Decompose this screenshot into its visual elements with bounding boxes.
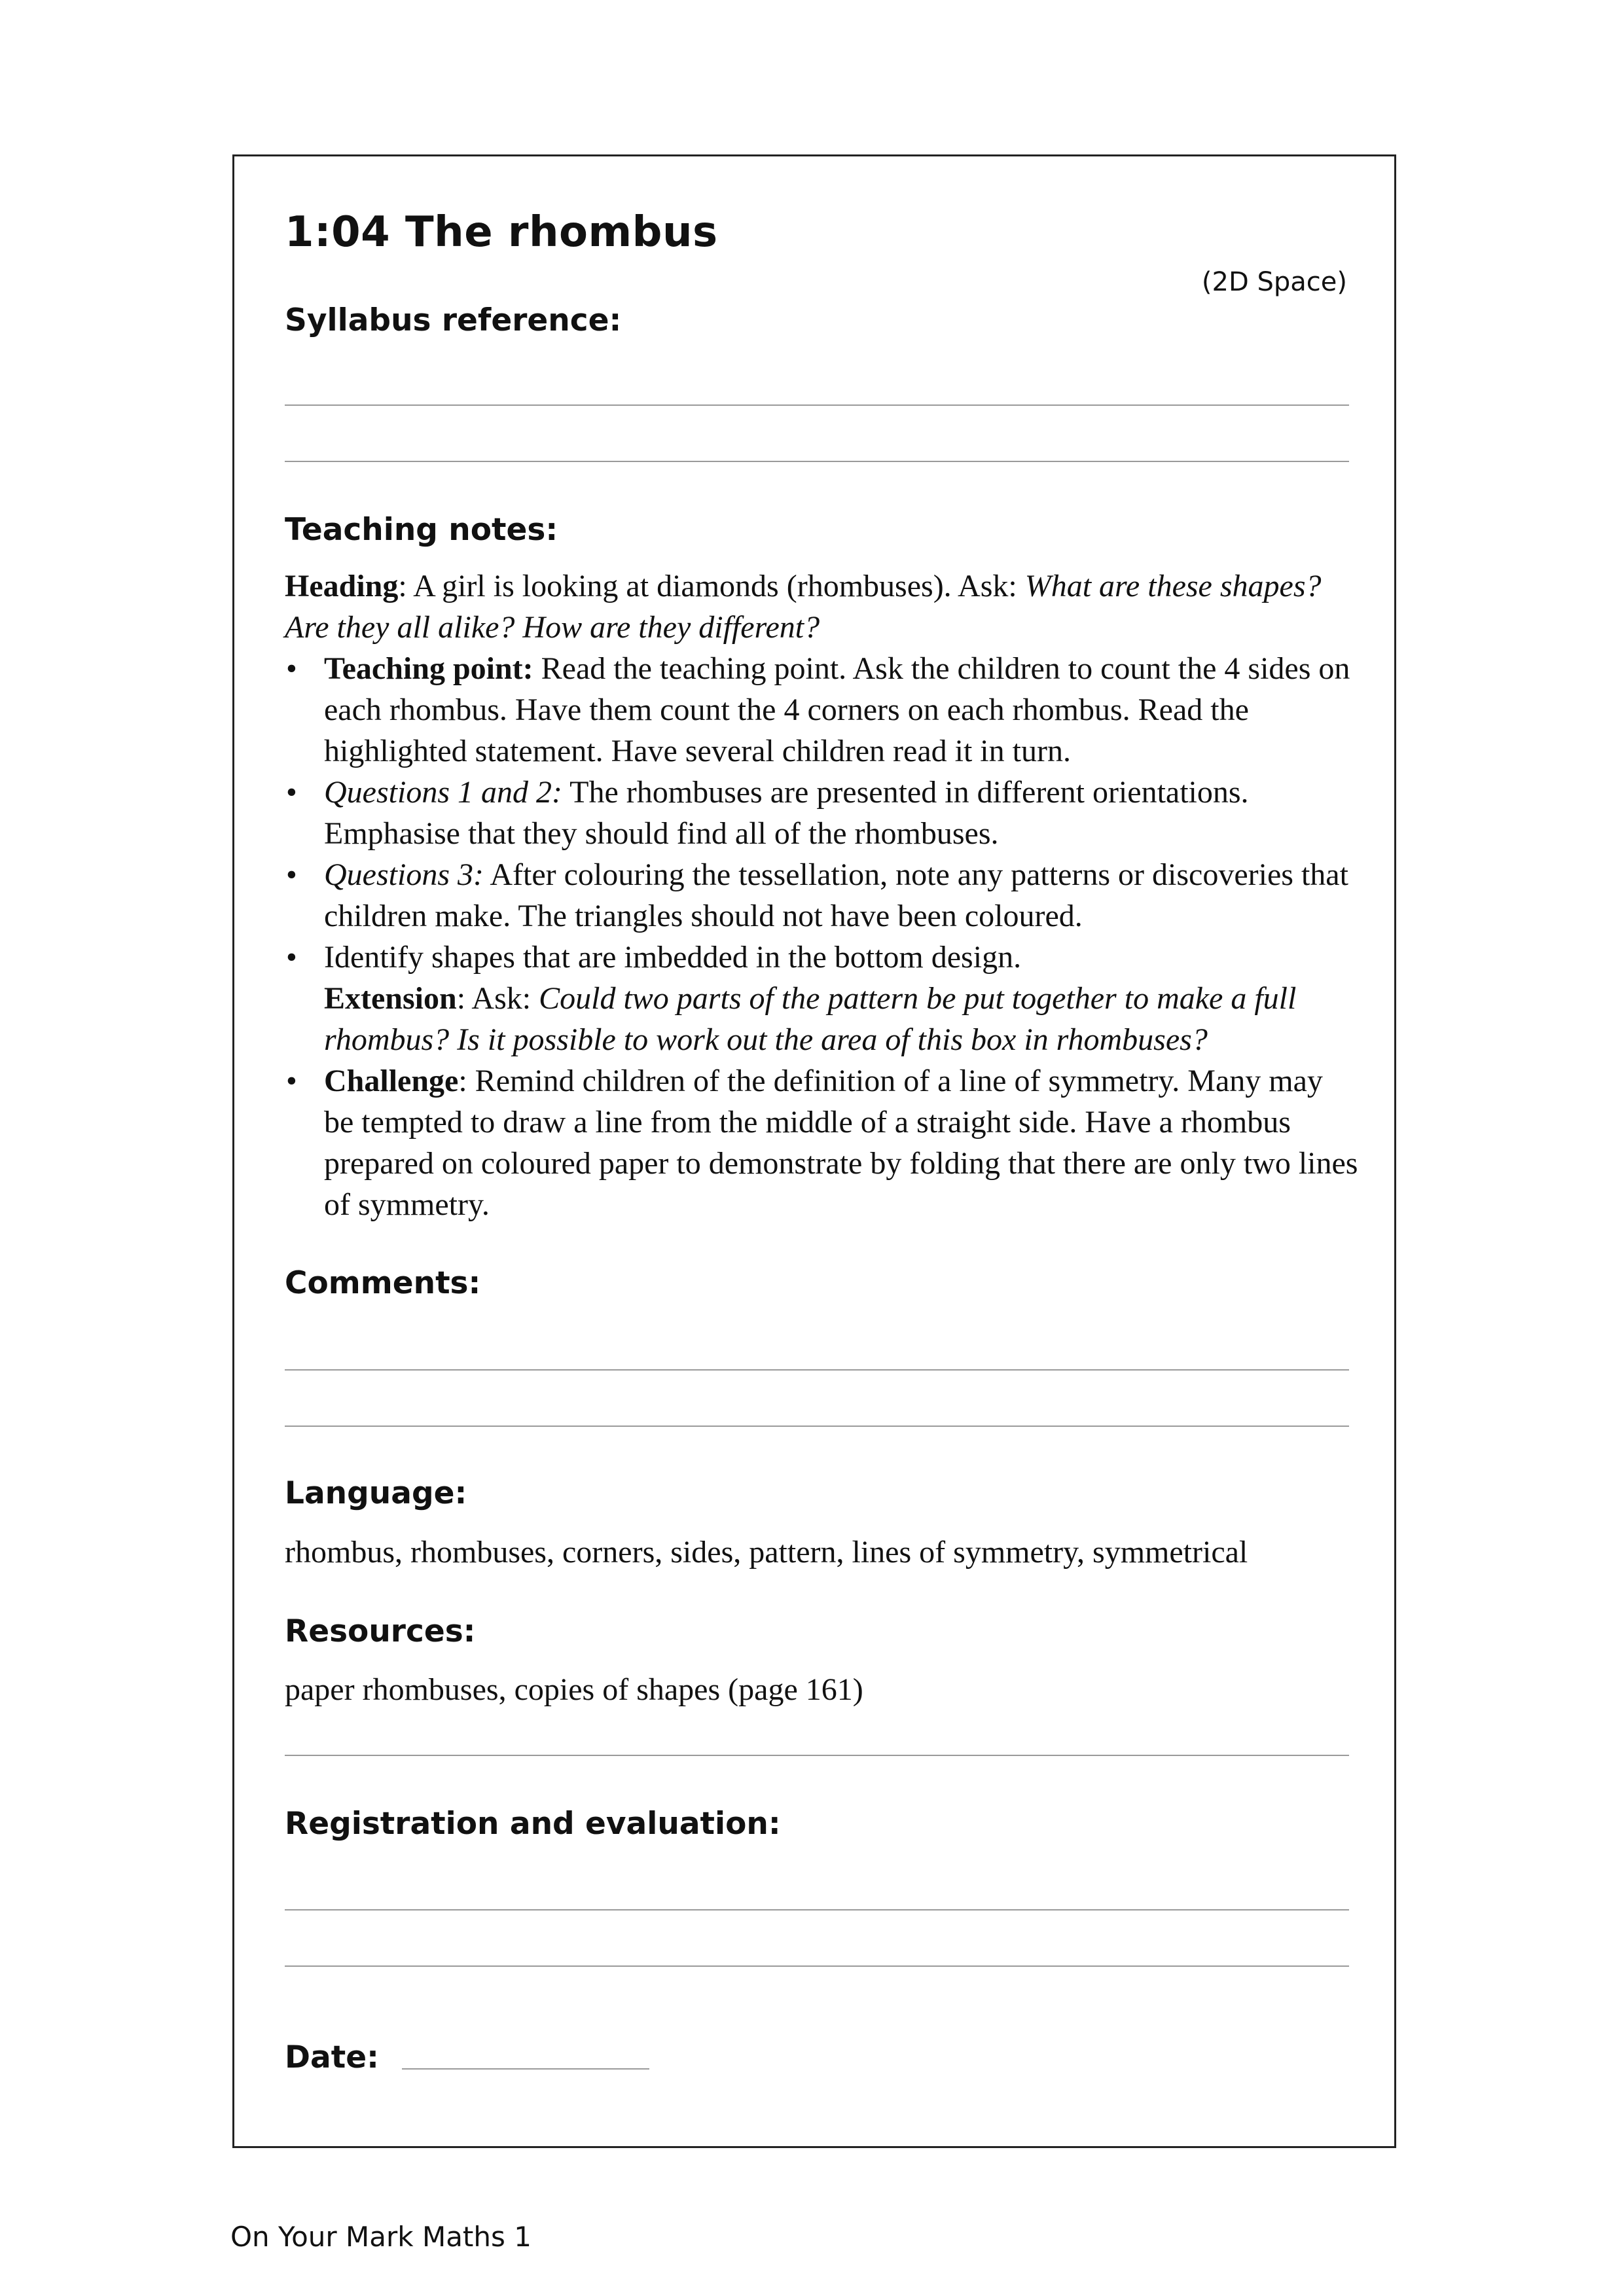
- notes-list-challenge: [285, 1060, 1358, 1225]
- questions-1-2-text: The rhombuses are presented in different orientations. Emphasise that they should find all of the rhombuses.: [324, 775, 1249, 851]
- date-line: [402, 2068, 649, 2070]
- bullet-icon: •: [286, 857, 297, 892]
- heading-text: : A girl is looking at diamonds (rhombuses). Ask:: [398, 569, 1025, 603]
- footer-text: On Your Mark Maths 1: [230, 2221, 532, 2253]
- topic-label: (2D Space): [1201, 267, 1347, 297]
- resources-line: [285, 1755, 1349, 1756]
- resources-heading: Resources:: [285, 1613, 476, 1649]
- questions-3-label: Questions 3:: [324, 857, 484, 892]
- extension-note: [285, 978, 1358, 1060]
- page-title: 1:04 The rhombus: [285, 208, 718, 257]
- comments-line-2: [285, 1426, 1349, 1427]
- extension-text: : Ask:: [456, 981, 539, 1016]
- language-text: rhombus, rhombuses, corners, sides, pattern, lines of symmetry, symmetrical: [285, 1535, 1248, 1570]
- heading-note: [285, 565, 1358, 648]
- comments-line-1: [285, 1369, 1349, 1371]
- teaching-point-text: Read the teaching point. Ask the children to count the 4 sides on each rhombus. Have them count the 4 corners on each rhombus. Read the highlighted statement. Have several children read it in turn.: [324, 651, 1350, 768]
- notes-list: [285, 648, 1358, 978]
- list-item: [285, 1060, 1358, 1225]
- syllabus-heading: Syllabus reference:: [285, 302, 622, 338]
- teaching-notes-body: [285, 565, 1358, 1225]
- registration-line-2: [285, 1965, 1349, 1967]
- challenge-text: : Remind children of the definition of a line of symmetry. Many may be tempted to draw a line from the middle of a straight side. Have a rhombus prepared on coloured paper to demonstrate by folding that there are only two lines of symmetry.: [324, 1064, 1358, 1222]
- registration-line-1: [285, 1909, 1349, 1910]
- challenge-label: Challenge: [324, 1064, 459, 1098]
- syllabus-line-2: [285, 461, 1349, 462]
- list-item: [285, 937, 1358, 978]
- date-heading: Date:: [285, 2039, 379, 2075]
- comments-heading: Comments:: [285, 1265, 481, 1301]
- teaching-notes-heading: Teaching notes:: [285, 512, 558, 548]
- resources-text: paper rhombuses, copies of shapes (page 161): [285, 1672, 863, 1707]
- bullet-icon: •: [286, 775, 297, 810]
- questions-1-2-label: Questions 1 and 2:: [324, 775, 562, 810]
- identify-shapes-text: Identify shapes that are imbedded in the bottom design.: [324, 940, 1022, 975]
- teaching-point-label: Teaching point:: [324, 651, 533, 686]
- syllabus-line-1: [285, 404, 1349, 406]
- list-item: [285, 648, 1358, 772]
- registration-heading: Registration and evaluation:: [285, 1806, 781, 1842]
- bullet-icon: •: [286, 1064, 297, 1098]
- questions-3-text: After colouring the tessellation, note any patterns or discoveries that children make. The triangles should not have been coloured.: [324, 857, 1348, 933]
- heading-question: What are these shapes? Are they all alike? How are they different?: [285, 569, 1322, 645]
- list-item: [285, 854, 1358, 937]
- bullet-icon: •: [286, 651, 297, 686]
- heading-label: Heading: [285, 569, 399, 603]
- language-heading: Language:: [285, 1475, 467, 1511]
- extension-question: Could two parts of the pattern be put together to make a full rhombus? Is it possible to work out the area of this box in rhombuses?: [324, 981, 1297, 1057]
- bullet-icon: •: [286, 940, 297, 975]
- extension-label: Extension: [324, 981, 457, 1016]
- list-item: [285, 772, 1358, 854]
